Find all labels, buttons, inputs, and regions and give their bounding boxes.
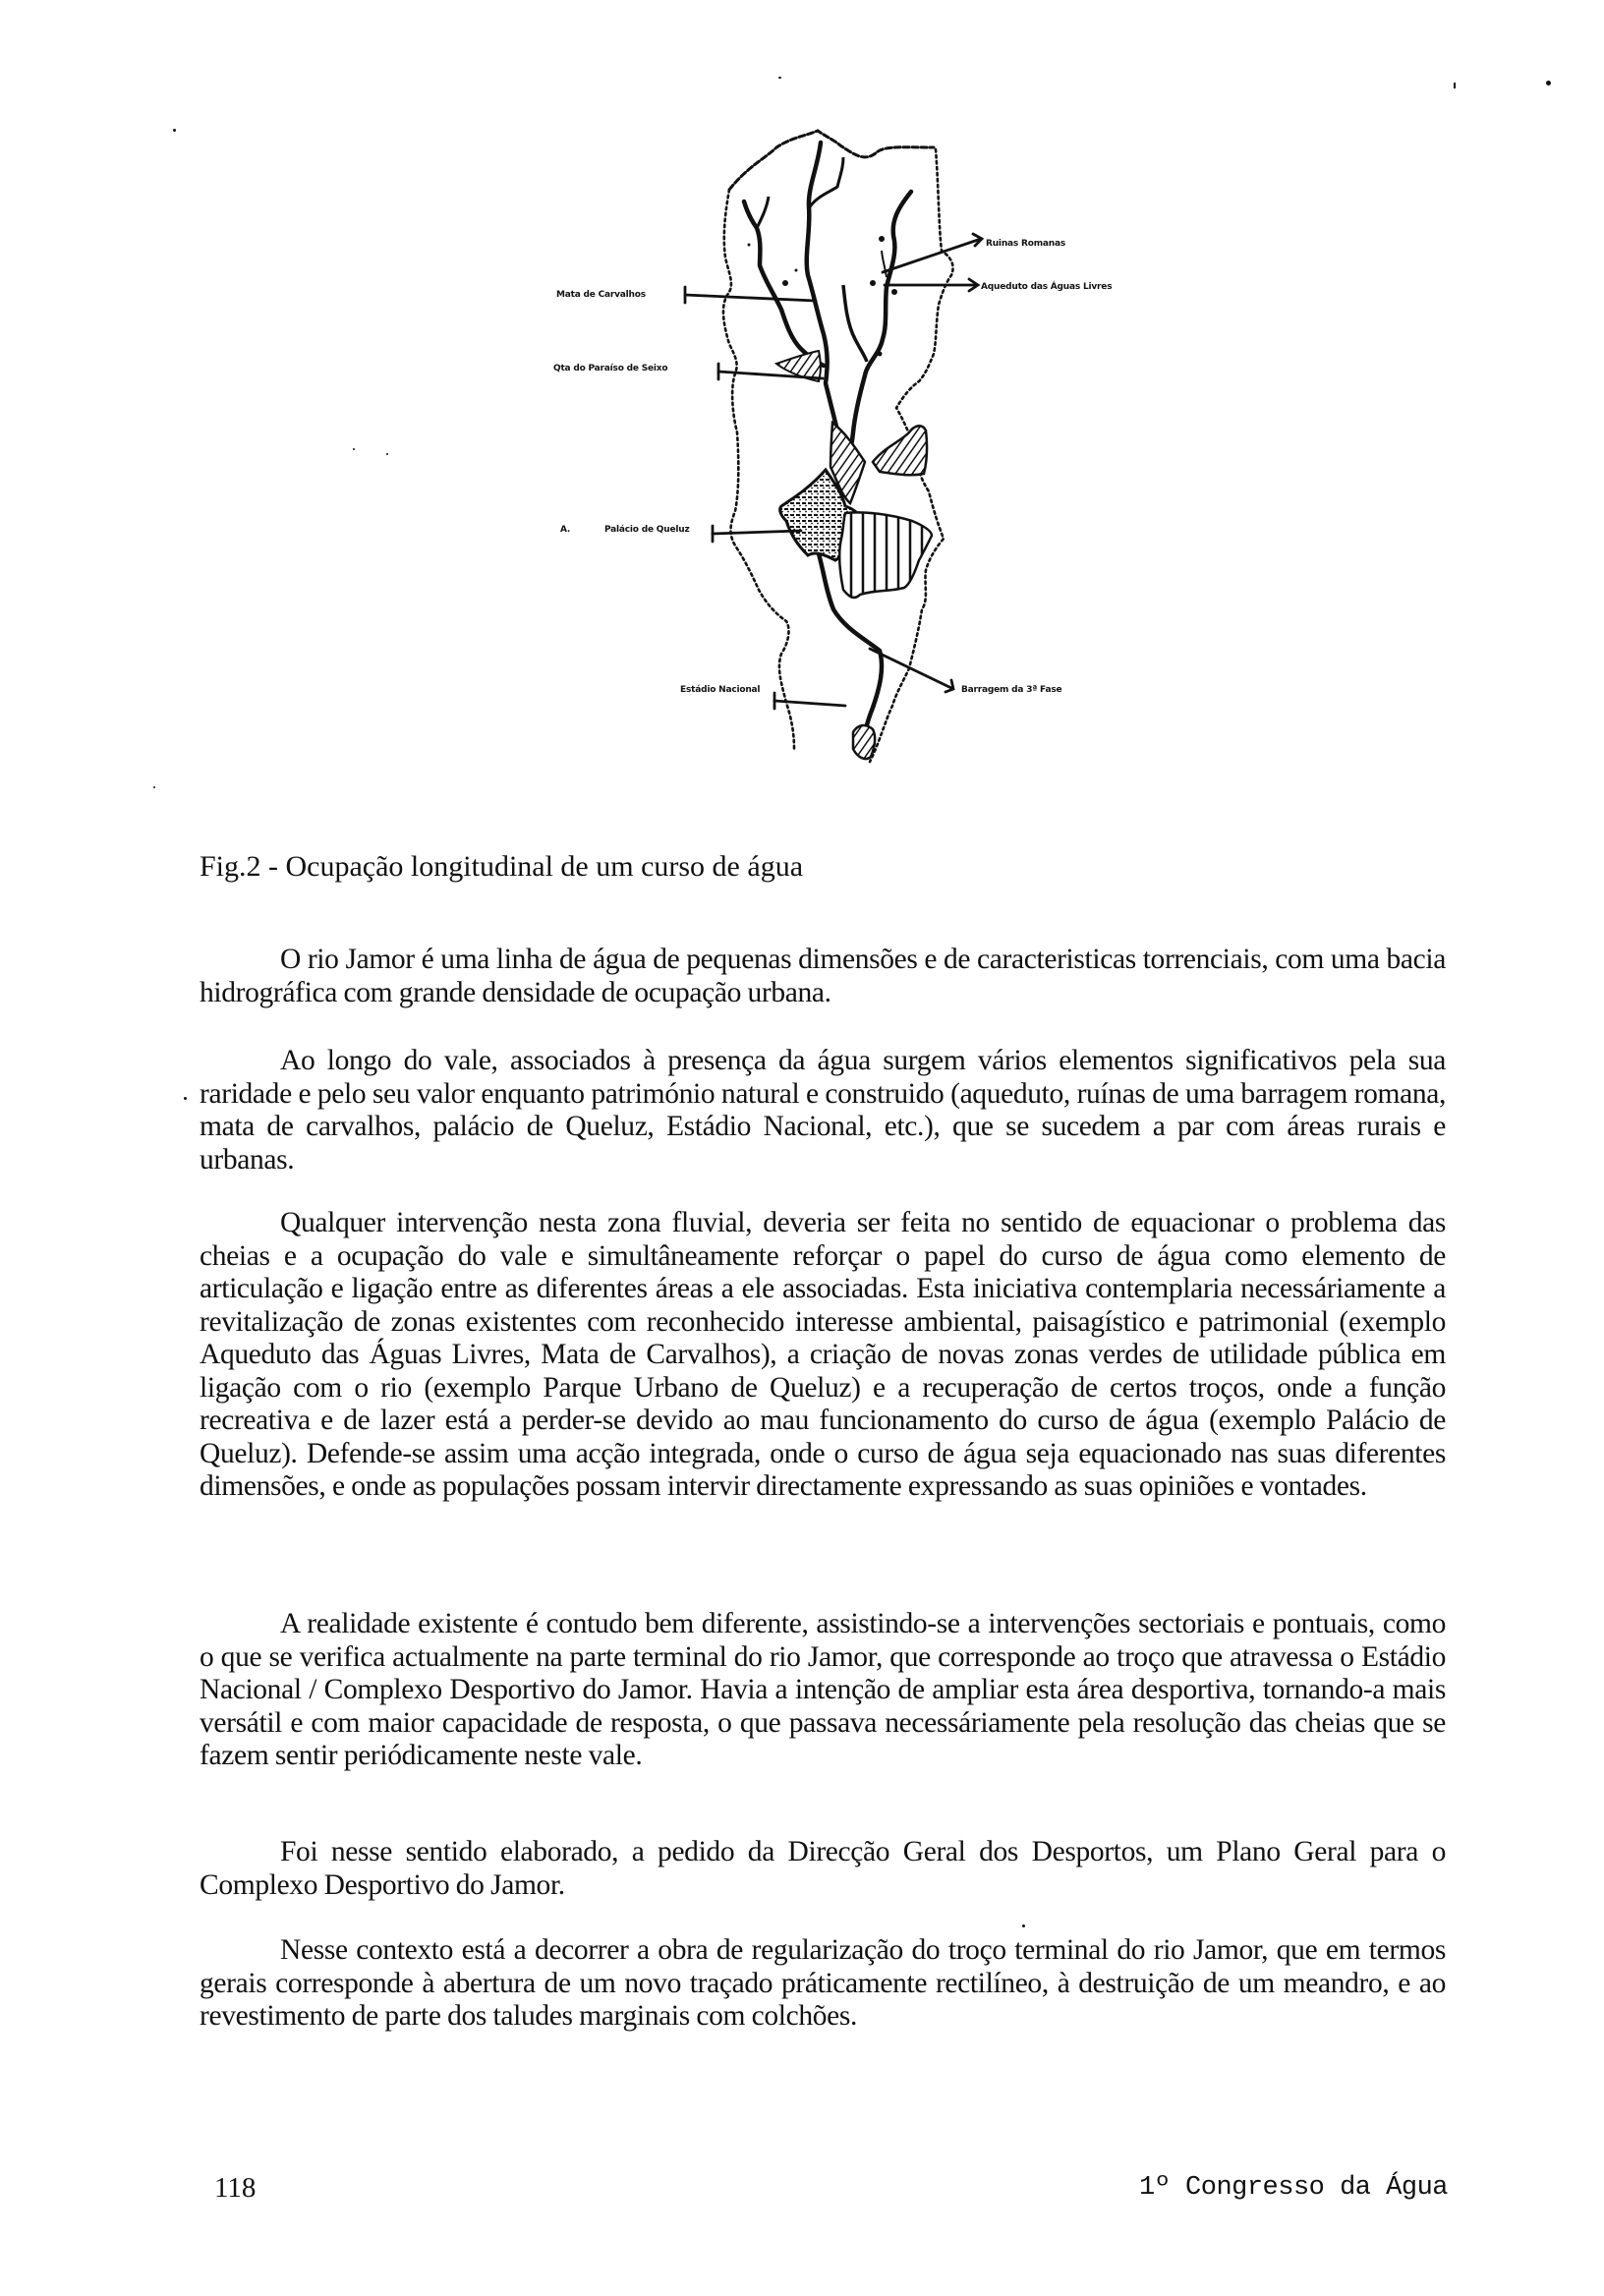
map-label-palacio-queluz: Palácio de Queluz — [604, 525, 690, 535]
map-label-barragem: Barragem da 3ª Fase — [961, 685, 1062, 695]
map-drawing — [511, 108, 1219, 796]
map-label-estadio-nacional: Estádio Nacional — [680, 685, 761, 695]
map-label-quinta: Qta do Paraíso de Seixo — [553, 364, 668, 373]
publication-title: 1º Congresso da Água — [1138, 2173, 1448, 2203]
paragraph-4: A realidade existente é contudo bem diferente, assistindo-se a intervenções sectoriais e pontuais, como o que se verifica actualmente na parte terminal do rio Jamor, que corresponde ao troço que atravessa o Estádio Nacional / Complexo Desportivo do Jamor. Havia a intenção de ampliar esta área desportiva, tornando-a mais versátil e com maior capacidade de resposta, o que passava necessáriamente pela resolução das cheias que se fazem sentir periódicamente neste vale. — [200, 1608, 1446, 1771]
scan-speck — [184, 1097, 187, 1100]
map-label-mata-carvalhos: Mata de Carvalhos — [556, 290, 646, 300]
paragraph-2: Ao longo do vale, associados à presença da água surgem vários elementos significativos pela sua raridade e pelo seu valor enquanto património natural e construido (aqueduto, ruínas de uma barragem romana, mata de carvalhos, palácio de Queluz, Estádio Nacional, etc.), que se sucedem a par com áreas rurais e urbanas. — [200, 1045, 1446, 1176]
map-label-aqueduto: Aqueduto das Águas Livres — [981, 282, 1113, 292]
map-label-ruinas-romanas: Ruinas Romanas — [986, 239, 1065, 249]
paragraph-1: O rio Jamor é uma linha de água de pequenas dimensões e de caracteristicas torrenciais, com uma bacia hidrográfica com grande densidade de ocupação urbana. — [200, 944, 1446, 1008]
map-label-marker: A. — [560, 525, 571, 535]
scan-speck — [153, 786, 155, 788]
scan-speck — [778, 77, 781, 79]
scan-speck — [1454, 83, 1456, 88]
scan-speck — [386, 453, 388, 455]
scan-speck — [353, 448, 355, 450]
scan-speck — [1022, 1924, 1025, 1927]
paragraph-6: Nesse contexto está a decorrer a obra de regularização do troço terminal do rio Jamor, que em termos gerais corresponde à abertura de um novo traçado práticamente rectilíneo, à destruição de um meandro, e ao revestimento de parte dos taludes marginais com colchões. — [200, 1934, 1446, 2032]
figure-caption: Fig.2 - Ocupação longitudinal de um curso de água — [200, 850, 804, 883]
scan-speck — [173, 129, 176, 132]
paragraph-3: Qualquer intervenção nesta zona fluvial, deveria ser feita no sentido de equacionar o problema das cheias e a ocupação do vale e simultâneamente reforçar o papel do curso de água como elemento de articulação e ligação entre as diferentes áreas a ele associadas. Esta iniciativa contemplaria necessáriamente a revitalização de zonas existentes com reconhecido interesse ambiental, paisagístico e patrimonial (exemplo Aqueduto das Águas Livres, Mata de Carvalhos), a criação de novas zonas verdes de utilidade pública em ligação com o rio (exemplo Parque Urbano de Queluz) e a recuperação de certos troços, onde a função recreativa e de lazer está a perder-se devido ao mau funcionamento do curso de água (exemplo Palácio de Queluz). Defende-se assim uma acção integrada, onde o curso de água seja equacionado nas suas diferentes dimensões, e onde as populações possam intervir directamente expressando as suas opiniões e vontades. — [200, 1207, 1446, 1502]
scan-speck — [1546, 81, 1551, 86]
page-number: 118 — [214, 2172, 257, 2204]
paragraph-5: Foi nesse sentido elaborado, a pedido da Direcção Geral dos Desportos, um Plano Geral para o Complexo Desportivo do Jamor. — [200, 1836, 1446, 1901]
river-basin-map — [511, 108, 1219, 796]
